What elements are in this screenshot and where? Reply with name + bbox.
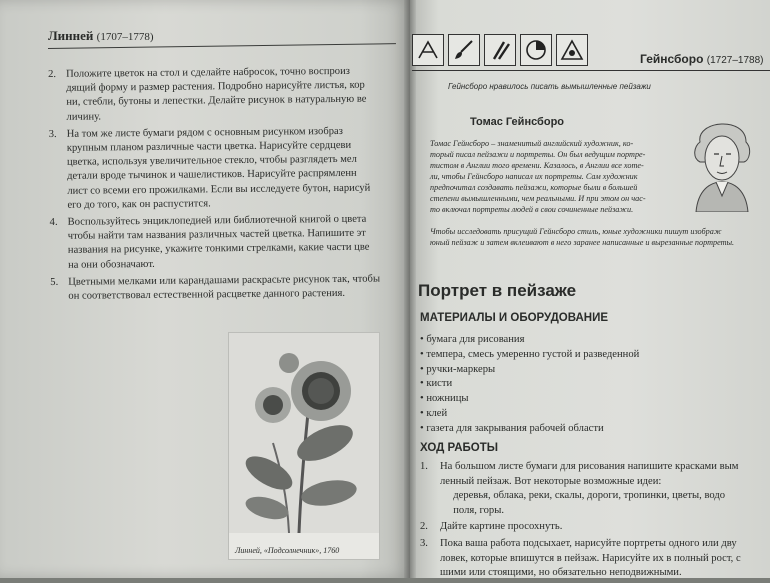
step-text: Дайте картине просохнуть. xyxy=(440,521,563,533)
list-item xyxy=(420,537,770,581)
step-number: 4. xyxy=(49,216,58,229)
step-text: Цветными мелками или карандашами раскрасьте рисунок так, чтобы он соответствовал естественной расцветке данного растения. xyxy=(68,273,381,302)
step-number: 3. xyxy=(420,537,428,549)
right-header-rule xyxy=(412,70,770,71)
step-text: Пока ваша работа подсыхает, нарисуйте портреты одного или дву ловек, которые впишутся в пейзаж. Нарисуйте их в полный рост, с шими или стоящими, но обязательно неподвижными. xyxy=(440,537,741,579)
step-text: На большом листе бумаги для рисования напишите красками вым ленный пейзаж. Вот некоторые возможные идеи: деревья, облака, реки, скалы, дороги, тропинки, цветы, водо поля, горы. xyxy=(440,461,739,516)
header-subnote: Гейнсборо нравилось писать вымышленные пейзажи xyxy=(448,82,651,91)
list-item: • газета для закрывания рабочей области xyxy=(420,422,639,437)
step-number: 3. xyxy=(48,128,57,140)
bio-text-continued: Чтобы исследовать присущий Гейнсборо стиль, юные художники пишут изображ юный пейзаж и затем вклеивают в него заранее написанные и вырезанные портреты. xyxy=(430,227,735,247)
triangle-sign-icon xyxy=(556,34,588,66)
work-steps-list xyxy=(420,460,770,583)
list-item: • ножницы xyxy=(420,392,639,407)
list-item xyxy=(48,64,409,125)
step-text: Воспользуйтесь энциклопедией или библиотечной книгой о цвета чтобы найти там названия различных частей цветка. Напишите эт названия на рисунке, укажите тонкими стрелками, какие части цве на они обозначают. xyxy=(67,213,370,271)
sunflower-illustration xyxy=(228,332,380,560)
right-header-name: Гейнсборо xyxy=(640,52,704,66)
pie-clock-icon xyxy=(520,34,552,66)
right-header-years: (1727–1788) xyxy=(706,55,764,66)
step-text: Положите цветок на стол и сделайте набросок, точно воспроиз дящий форму и размер растения. Подробно нарисуйте листья, кор ни, стебли, бутоны и лепестки. Делайте рисунок в натуральную ве личину. xyxy=(66,65,367,123)
materials-list xyxy=(420,333,639,437)
step-number: 1. xyxy=(420,461,428,472)
list-item: • бумага для рисования xyxy=(420,333,639,348)
section-title: Портрет в пейзаже xyxy=(418,281,577,300)
left-page-header xyxy=(48,28,154,44)
bio-title: Томас Гейнсборо xyxy=(470,116,565,128)
list-item xyxy=(49,124,410,213)
portrait-illustration xyxy=(686,112,758,212)
book-gutter xyxy=(404,0,416,578)
list-item: • клей xyxy=(420,407,639,422)
left-header-rule xyxy=(48,43,396,49)
right-page-header xyxy=(640,52,763,66)
step-number: 2. xyxy=(48,68,57,80)
step-text: На том же листе бумаги рядом с основным рисунком изобраз крупным планом различные части цветка. Нарисуйте сердцеви цветка, используя увеличительное стекло, чтобы разглядеть мел детали вроде тычинок и чашелистиков. Нарисуйте распрямленн лист со всеми его прожилками. Если вы исследуете бутон, нарисуй его до того, как он распустится. xyxy=(66,125,371,211)
left-steps-list xyxy=(48,64,410,307)
materials-heading: МАТЕРИАЛЫ И ОБОРУДОВАНИЕ xyxy=(420,312,609,324)
list-item: • ручки-маркеры xyxy=(420,363,639,378)
portrait-icon xyxy=(686,112,758,212)
left-header-years: (1707–1778) xyxy=(96,31,154,43)
sunflower-icon xyxy=(229,333,379,533)
left-header-name: Линней xyxy=(48,28,94,43)
list-item xyxy=(420,460,770,518)
list-item xyxy=(50,212,410,273)
list-item: • темпера, смесь умеренно густой и разведенной xyxy=(420,348,639,363)
list-item xyxy=(50,272,410,304)
list-item: • кисти xyxy=(420,377,639,392)
marker-pens-icon xyxy=(484,34,516,66)
brush-easel-icon xyxy=(412,34,444,66)
list-item xyxy=(420,520,770,535)
step-number: 5. xyxy=(50,276,59,288)
paintbrush-icon xyxy=(448,34,480,66)
bio-text: Томас Гейнсборо – знаменитый английский художник, ко- торый писал пейзажи и портреты. Он был ведущим портре- тистом в Англии того времени. Казалось, в Англии все хоте- ли, чтобы Гейнсборо написал их портреты. Сам художник предпочитал создавать пейзажи, которые были в большей степени вымышленными, чем реальными. И при этом он час- то включал портреты людей в свои сочиненные пейзажи. xyxy=(430,139,646,214)
work-heading: ХОД РАБОТЫ xyxy=(420,442,499,454)
activity-icon-row xyxy=(412,34,588,66)
illustration-caption: Линней, «Подсолнечник», 1760 xyxy=(235,546,340,555)
step-number: 2. xyxy=(420,521,428,533)
